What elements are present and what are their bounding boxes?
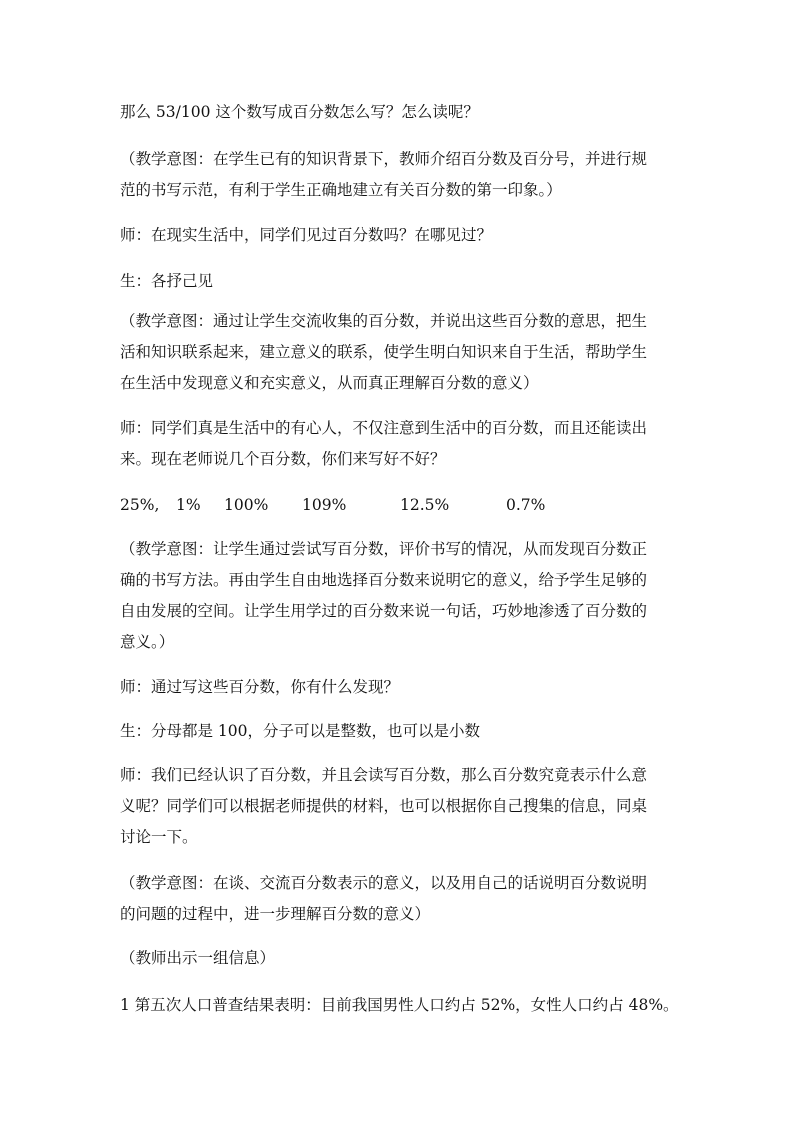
percentage-item: 25%,	[120, 496, 160, 514]
text-line: 讨论一下。	[120, 828, 198, 846]
text-line: 1 第五次人口普查结果表明：目前我国男性人口约占 52%，女性人口约占 48%。	[120, 996, 679, 1014]
percentage-item: 1%	[176, 496, 201, 514]
text-line: 来。现在老师说几个百分数，你们来写好不好？	[120, 450, 446, 468]
text-line: 师：在现实生活中，同学们见过百分数吗？在哪见过？	[120, 226, 493, 244]
paragraph-teaching-intent-4	[120, 868, 680, 930]
text-line: 师：通过写这些百分数，你有什么发现？	[120, 678, 400, 696]
paragraph-teacher-question-3	[120, 672, 680, 703]
text-line: 确的书写方法。再由学生自由地选择百分数来说明它的意义，给予学生足够的	[120, 571, 648, 589]
text-line: 师：同学们真是生活中的有心人，不仅注意到生活中的百分数，而且还能读出	[120, 419, 648, 437]
paragraph-teacher-question-4	[120, 760, 680, 853]
text-line: 意义。）	[120, 633, 175, 651]
paragraph-teaching-intent-2	[120, 306, 680, 399]
percentage-examples-row	[0, 490, 794, 521]
text-line: （教学意图：在谈、交流百分数表示的意义，以及用自己的话说明百分数说明	[120, 874, 648, 892]
percentage-item: 0.7%	[506, 496, 546, 514]
text-line: （教师出示一组信息）	[120, 949, 276, 967]
percentage-item: 109%	[302, 496, 347, 514]
paragraph-teacher-question-2	[120, 413, 680, 475]
text-line: （教学意图：通过让学生交流收集的百分数，并说出这些百分数的意思，把生	[120, 312, 648, 330]
percentage-item: 12.5%	[400, 496, 450, 514]
paragraph-student-reply-1	[120, 266, 680, 297]
text-line: 自由发展的空间。让学生用学过的百分数来说一句话，巧妙地渗透了百分数的	[120, 602, 648, 620]
text-line: 范的书写示范，有利于学生正确地建立有关百分数的第一印象。）	[120, 181, 562, 199]
text-line: 那么 53/100 这个数写成百分数怎么写？怎么读呢？	[120, 103, 479, 121]
text-line: 在生活中发现意义和充实意义，从而真正理解百分数的意义）	[120, 374, 539, 392]
paragraph-question-53-100	[120, 97, 680, 128]
paragraph-teaching-intent-3	[120, 534, 680, 658]
text-line: 义呢？同学们可以根据老师提供的材料，也可以根据你自己搜集的信息，同桌	[120, 797, 648, 815]
paragraph-teacher-question-1	[120, 220, 680, 251]
text-line: 活和知识联系起来，建立意义的联系，使学生明白知识来自于生活，帮助学生	[120, 343, 648, 361]
text-line: 生：分母都是 100，分子可以是整数，也可以是小数	[120, 722, 481, 740]
paragraph-student-reply-2	[120, 716, 680, 747]
percentage-item: 100%	[224, 496, 269, 514]
text-line: 师：我们已经认识了百分数，并且会读写百分数，那么百分数究竟表示什么意	[120, 766, 648, 784]
text-line: 生：各抒己见	[120, 272, 214, 290]
text-line: （教学意图：让学生通过尝试写百分数，评价书写的情况，从而发现百分数正	[120, 540, 648, 558]
text-line: （教学意图：在学生已有的知识背景下，教师介绍百分数及百分号，并进行规	[120, 150, 648, 168]
text-line: 的问题的过程中，进一步理解百分数的意义）	[120, 905, 431, 923]
paragraph-teacher-shows-info	[120, 943, 680, 974]
paragraph-census-info	[120, 990, 680, 1021]
paragraph-teaching-intent-1	[120, 144, 680, 206]
